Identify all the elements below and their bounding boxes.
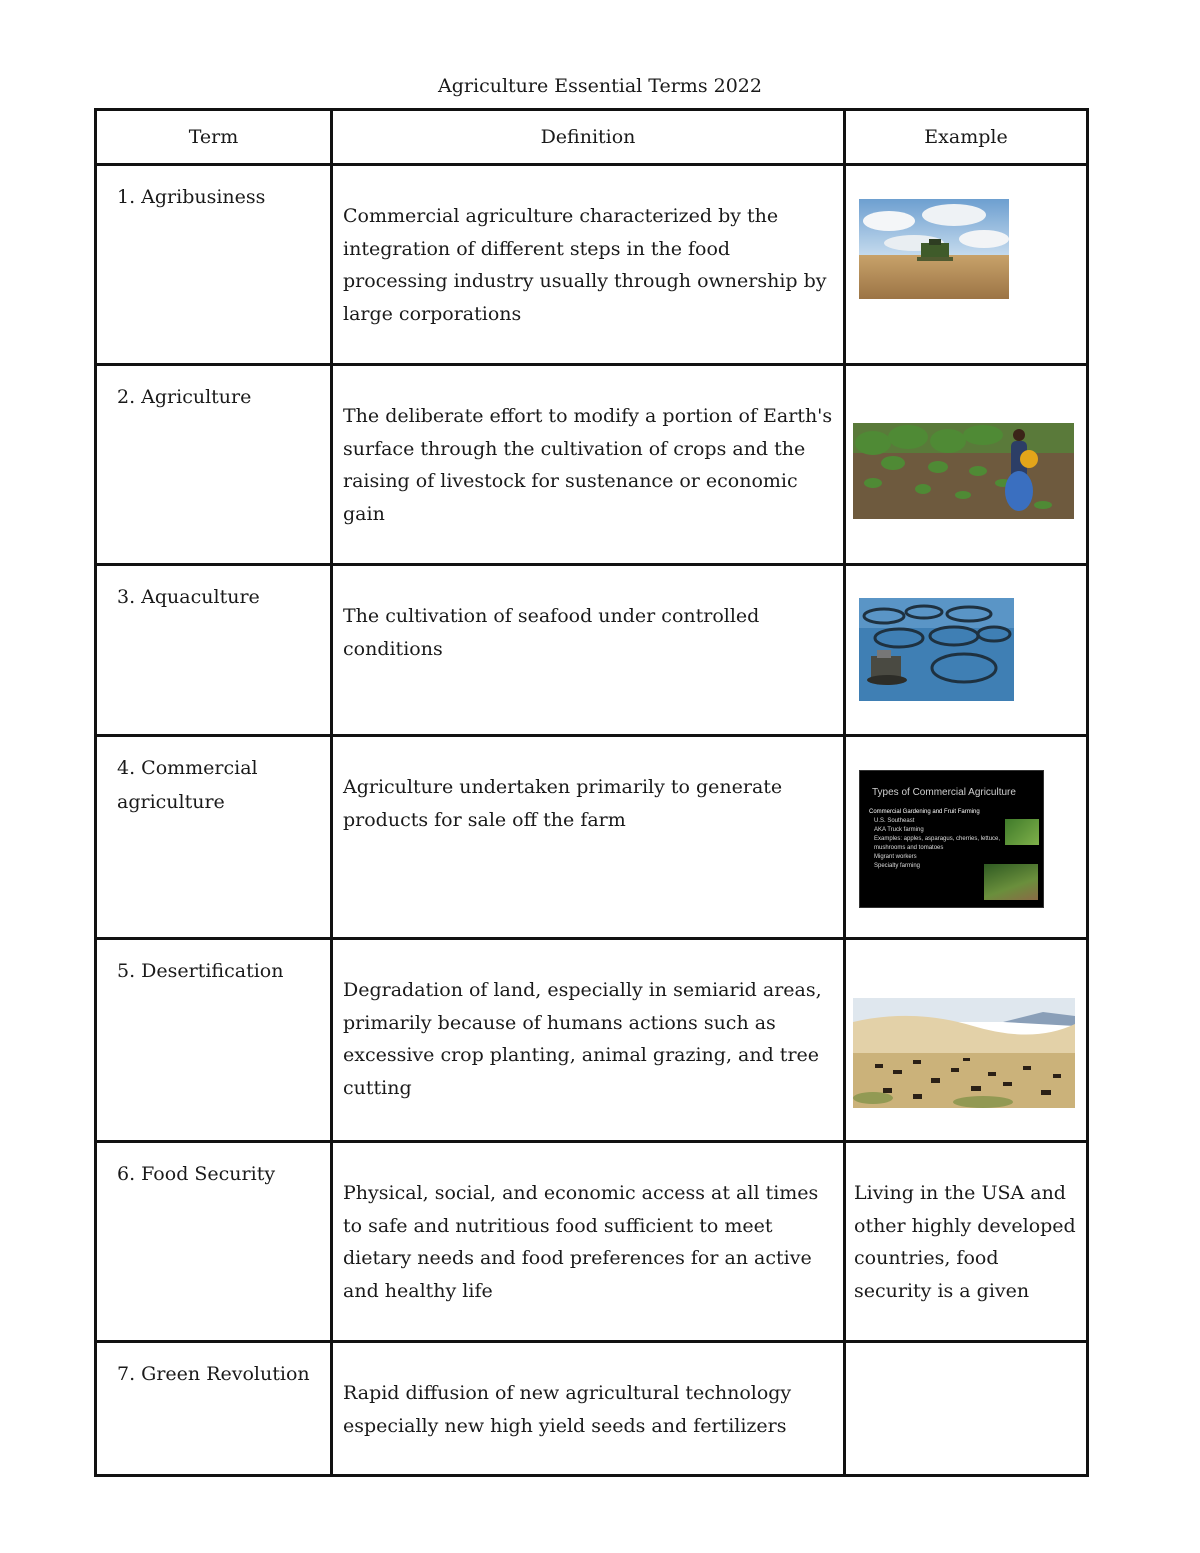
terms-table xyxy=(94,108,1089,1477)
slide-orchard-photo xyxy=(984,864,1038,900)
table-row xyxy=(96,1142,1088,1342)
definition-cell xyxy=(332,365,845,565)
slide-bullet: U.S. Southeast xyxy=(874,818,915,824)
definition-text: The deliberate effort to modify a portion of Earth's surface through the cultivation of crops and the raising of livestock for sustenance or economic gain xyxy=(343,405,833,525)
term-label: 6. Food Security xyxy=(117,1163,276,1185)
slide-heading: Commercial Gardening and Fruit Farming xyxy=(869,809,980,815)
term-cell xyxy=(96,736,332,939)
term-cell xyxy=(96,565,332,736)
example-cell xyxy=(845,1142,1088,1342)
table-row xyxy=(96,1342,1088,1476)
page-title: Agriculture Essential Terms 2022 xyxy=(438,75,762,97)
definition-text: Rapid diffusion of new agricultural technology especially new high yield seeds and fertilizers xyxy=(343,1382,792,1437)
example-cell xyxy=(845,736,1088,939)
term-cell xyxy=(96,1342,332,1476)
header-definition: Definition xyxy=(332,110,845,165)
fish-farm-pens-photo xyxy=(859,598,1014,701)
term-cell xyxy=(96,1142,332,1342)
definition-cell xyxy=(332,1142,845,1342)
definition-cell xyxy=(332,565,845,736)
table-row xyxy=(96,939,1088,1142)
slide-title: Types of Commercial Agriculture xyxy=(872,787,1016,798)
definition-text: Degradation of land, especially in semiarid areas, primarily because of humans actions such as excessive crop planting, animal grazing, and tree cutting xyxy=(343,979,822,1099)
slide-bullet: Specialty farming xyxy=(874,863,921,869)
term-label: 1. Agribusiness xyxy=(117,186,266,208)
example-cell xyxy=(845,365,1088,565)
example-text xyxy=(846,1343,1086,1377)
definition-text: Commercial agriculture characterized by the integration of different steps in the food processing industry usually through ownership by large corporations xyxy=(343,205,827,325)
example-cell xyxy=(845,565,1088,736)
example-cell xyxy=(845,939,1088,1142)
presentation-slide-image xyxy=(859,770,1044,908)
header-term: Term xyxy=(96,110,332,165)
term-cell xyxy=(96,165,332,365)
cattle-grazing-dunes-photo xyxy=(853,998,1075,1108)
definition-cell xyxy=(332,736,845,939)
definition-cell xyxy=(332,939,845,1142)
term-label: 7. Green Revolution xyxy=(117,1363,310,1385)
definition-text: Agriculture undertaken primarily to generate products for sale off the farm xyxy=(343,776,783,831)
term-label: 2. Agriculture xyxy=(117,386,252,408)
header-example: Example xyxy=(845,110,1088,165)
term-cell xyxy=(96,939,332,1142)
example-text: Living in the USA and other highly developed countries, food security is a given xyxy=(854,1182,1076,1302)
term-label: 5. Desertification xyxy=(117,960,284,982)
slide-crop-rows-photo xyxy=(1005,819,1039,845)
term-label: 4. Commercial agriculture xyxy=(117,757,258,813)
slide-bullet: Migrant workers xyxy=(874,854,917,860)
definition-cell xyxy=(332,1342,845,1476)
table-row xyxy=(96,565,1088,736)
slide-bullet: Examples: apples, asparagus, cherries, lettuce, mushrooms and tomatoes xyxy=(874,836,1001,851)
term-cell xyxy=(96,365,332,565)
farmer-sowing-field-photo xyxy=(853,423,1074,519)
example-cell xyxy=(845,165,1088,365)
table-row xyxy=(96,165,1088,365)
definition-cell xyxy=(332,165,845,365)
example-cell xyxy=(845,1342,1088,1476)
combine-harvester-photo xyxy=(859,199,1009,299)
table-row xyxy=(96,365,1088,565)
table-header-row xyxy=(96,110,1088,165)
definition-text: Physical, social, and economic access at all times to safe and nutritious food sufficient to meet dietary needs and food preferences for an active and healthy life xyxy=(343,1182,819,1302)
term-label: 3. Aquaculture xyxy=(117,586,260,608)
definition-text: The cultivation of seafood under controlled conditions xyxy=(343,605,760,660)
table-row xyxy=(96,736,1088,939)
slide-bullet: AKA Truck farming xyxy=(874,827,924,833)
